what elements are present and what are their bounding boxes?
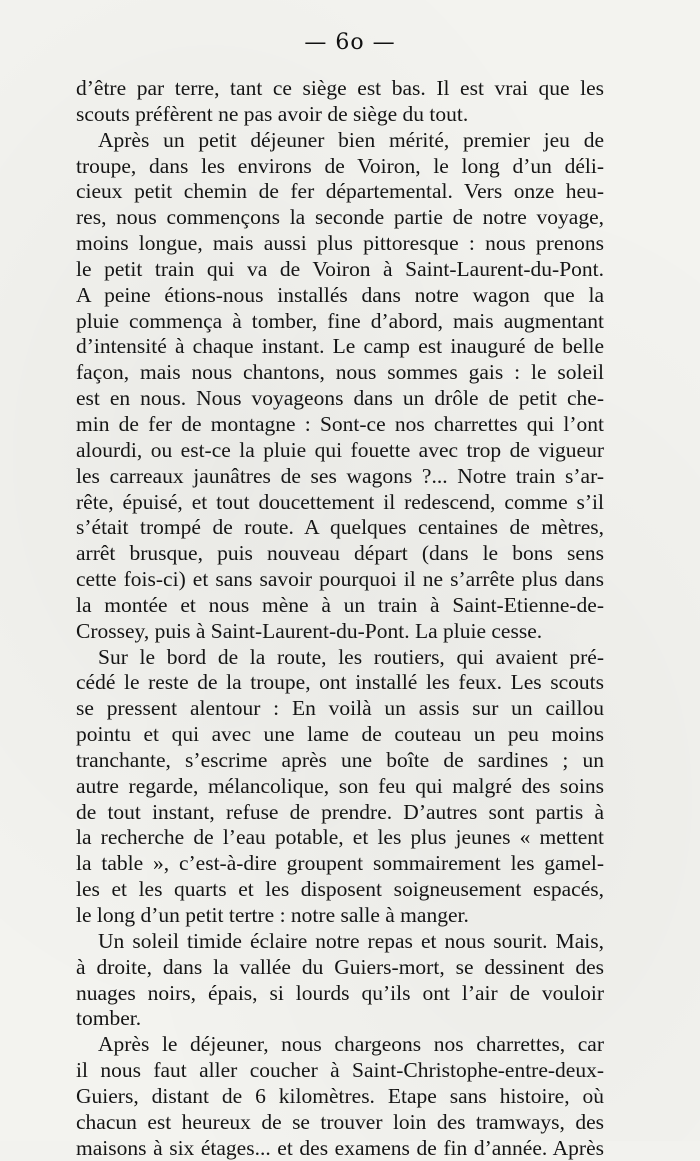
text-line: Après le déjeuner, nous chargeons nos charrettes, car <box>98 1032 604 1057</box>
text-line: maisons à six étages... et des examens de fin d’année. Après <box>76 1135 604 1160</box>
text-line: cédé le reste de la troupe, ont installé les feux. Les scouts <box>76 670 604 695</box>
text-line: res, nous commençons la seconde partie de notre voyage, <box>76 205 604 230</box>
text-line: A peine étions-nous installés dans notre wagon que la <box>76 282 604 307</box>
text-line: à droite, dans la vallée du Guiers-mort, se dessinent des <box>76 954 604 979</box>
text-line: cieux petit chemin de fer départemental. Vers onze heu- <box>76 179 604 204</box>
page-number: — 6o — <box>304 30 396 55</box>
text-line: pointu et qui avec une lame de couteau un peu moins <box>76 722 604 747</box>
text-line: s’était trompé de route. A quelques centaines de mètres, <box>76 515 604 540</box>
text-line: nuages noirs, épais, si lourds qu’ils ont l’air de vouloir <box>76 980 604 1005</box>
text-line: Après un petit déjeuner bien mérité, premier jeu de <box>98 127 604 152</box>
text-line: troupe, dans les environs de Voiron, le long d’un déli- <box>76 153 604 178</box>
text-line: de tout instant, refuse de prendre. D’autres sont partis à <box>76 799 604 824</box>
text-line: la table », c’est-à-dire groupent sommairement les gamel- <box>76 851 604 876</box>
text-line: Un soleil timide éclaire notre repas et nous sourit. Mais, <box>98 928 604 953</box>
text-line: arrêt brusque, puis nouveau départ (dans le bons sens <box>76 541 604 566</box>
paragraph <box>76 645 604 929</box>
text-line: tranchante, s’escrime après une boîte de sardines ; un <box>76 747 604 772</box>
paragraph <box>76 128 604 645</box>
text-line: alourdi, ou est-ce la pluie qui fouette avec trop de vigueur <box>76 437 604 462</box>
text-line: tomber. <box>76 1006 142 1031</box>
text-line: rête, épuisé, et tout doucettement il redescend, comme s’il <box>76 489 604 514</box>
text-line: scouts préfèrent ne pas avoir de siège du tout. <box>76 101 469 126</box>
text-line: les et les quarts et les disposent soigneusement espacés, <box>76 877 604 902</box>
text-line: se pressent alentour : En voilà un assis sur un caillou <box>76 696 604 721</box>
text-line: est en nous. Nous voyageons dans un drôle de petit che- <box>76 386 604 411</box>
paragraph <box>76 1032 604 1161</box>
text-line: autre regarde, mélancolique, son feu qui malgré des soins <box>76 773 604 798</box>
text-line: Guiers, distant de 6 kilomètres. Etape sans histoire, où <box>76 1083 604 1108</box>
text-line: d’intensité à chaque instant. Le camp est inauguré de belle <box>76 334 604 359</box>
text-line: Crossey, puis à Saint-Laurent-du-Pont. La pluie cesse. <box>76 618 543 643</box>
text-line: chacun est heureux de se trouver loin des tramways, des <box>76 1109 604 1134</box>
text-line: le long d’un petit tertre : notre salle à manger. <box>76 903 469 927</box>
text-line: les carreaux jaunâtres de ses wagons ?... Notre train s’ar- <box>76 463 604 488</box>
text-line: cette fois-ci) et sans savoir pourquoi il ne s’arrête plus dans <box>76 567 604 592</box>
paragraph <box>76 76 604 128</box>
text-line: il nous faut aller coucher à Saint-Christophe-entre-deux- <box>76 1058 604 1083</box>
text-line: min de fer de montagne : Sont-ce nos charrettes qui l’ont <box>76 411 604 436</box>
paragraph <box>76 929 604 1032</box>
text-line: moins longue, mais aussi plus pittoresque : nous prenons <box>76 231 604 256</box>
text-line: le petit train qui va de Voiron à Saint-Laurent-du-Pont. <box>76 256 604 281</box>
text-line: la recherche de l’eau potable, et les plus jeunes « mettent <box>76 825 604 850</box>
text-line: d’être par terre, tant ce siège est bas. Il est vrai que les <box>76 76 604 100</box>
text-line: façon, mais nous chantons, nous sommes gais : le soleil <box>76 360 604 385</box>
text-line: Sur le bord de la route, les routiers, qui avaient pré- <box>98 644 604 669</box>
text-line: pluie commença à tomber, fine d’abord, mais augmentant <box>76 308 604 333</box>
body-text <box>76 76 604 1161</box>
text-line: la montée et nous mène à un train à Saint-Etienne-de- <box>76 592 604 617</box>
